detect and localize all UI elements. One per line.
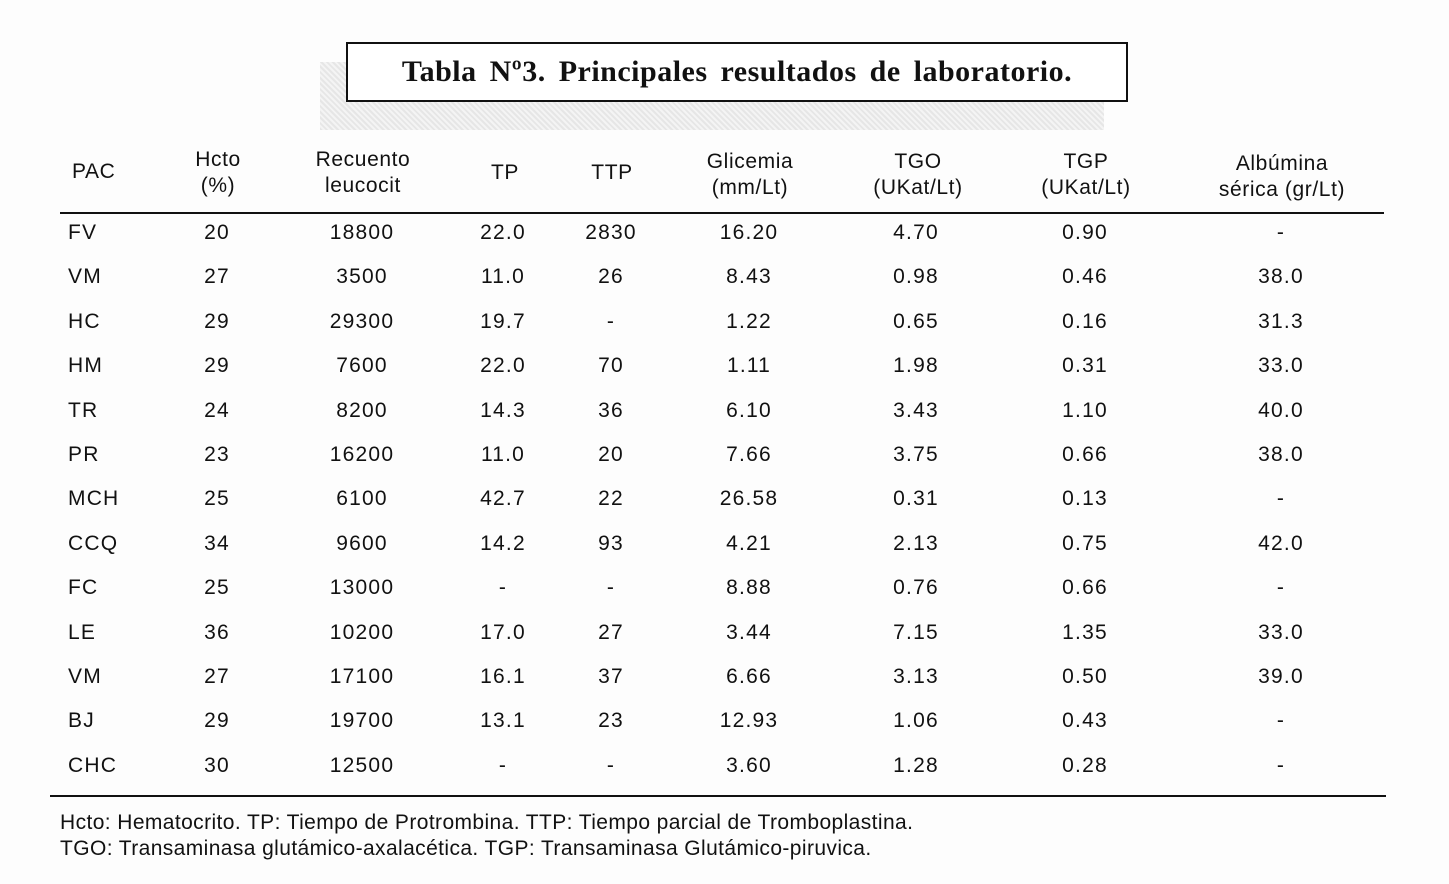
header-hcto-line1: Hcto: [195, 148, 241, 171]
cell-hcto: 30: [204, 753, 230, 777]
cell-tgp: 1.10: [1062, 398, 1108, 422]
cell-hcto: 29: [204, 709, 230, 733]
cell-albumina: 33.0: [1258, 354, 1304, 378]
cell-tgo: 0.98: [893, 265, 939, 289]
cell-hcto: 25: [204, 487, 230, 511]
cell-glicemia: 1.11: [726, 354, 772, 378]
cell-tgo: 0.65: [893, 309, 939, 333]
cell-hcto: 20: [204, 221, 230, 244]
header-tgo-line2: (UKat/Lt): [873, 176, 963, 199]
cell-tp: 22.0: [480, 221, 526, 244]
cell-glicemia: 8.88: [726, 576, 772, 600]
cell-pac: PR: [68, 443, 100, 466]
table-title: Tabla Nº3. Principales resultados de laboratorio.: [401, 55, 1073, 88]
cell-pac: TR: [68, 398, 99, 422]
header-albumina-line1: Albúmina: [1235, 152, 1329, 175]
cell-ttp: 37: [598, 665, 624, 688]
cell-recuento: 12500: [329, 753, 395, 777]
cell-pac: BJ: [68, 709, 95, 733]
footnote-2: TGO: Transaminasa glutámico-axalacética. TGP: Transaminasa Glutámico-piruvica.: [60, 837, 872, 860]
cell-pac: VM: [68, 265, 102, 289]
cell-ttp: 93: [598, 531, 624, 555]
cell-ttp: 70: [598, 354, 624, 378]
header-tgp-line1: TGP: [1063, 150, 1109, 173]
header-recuento-line1: Recuento: [315, 148, 411, 171]
cell-hcto: 29: [204, 309, 230, 333]
header-recuento-line2: leucocit: [324, 174, 401, 197]
cell-tgp: 0.31: [1062, 354, 1108, 378]
cell-ttp: 23: [598, 709, 624, 733]
cell-pac: FC: [68, 576, 99, 600]
cell-tp: -: [498, 753, 508, 777]
cell-albumina: 38.0: [1258, 265, 1304, 289]
cell-ttp: -: [606, 576, 616, 600]
cell-tgp: 1.35: [1062, 620, 1108, 644]
cell-ttp: 2830: [585, 221, 637, 244]
cell-recuento: 17100: [329, 665, 395, 688]
header-hcto-line2: (%): [200, 174, 236, 197]
cell-albumina: -: [1276, 576, 1286, 600]
cell-hcto: 25: [204, 576, 230, 600]
cell-pac: HM: [68, 354, 104, 378]
cell-ttp: -: [606, 309, 616, 333]
cell-recuento: 16200: [329, 443, 395, 466]
cell-tp: 11.0: [480, 443, 526, 466]
cell-hcto: 27: [204, 265, 230, 289]
cell-recuento: 29300: [329, 309, 395, 333]
cell-glicemia: 12.93: [719, 709, 779, 733]
cell-tgo: 4.70: [893, 221, 939, 244]
cell-tgp: 0.43: [1062, 709, 1108, 733]
cell-tp: -: [498, 576, 508, 600]
cell-glicemia: 1.22: [726, 309, 772, 333]
cell-albumina: 40.0: [1258, 398, 1304, 422]
cell-recuento: 7600: [336, 354, 388, 378]
cell-tp: 11.0: [480, 265, 526, 289]
cell-pac: HC: [68, 309, 101, 333]
header-albumina-line2: sérica (gr/Lt): [1218, 178, 1346, 201]
cell-ttp: 36: [598, 398, 624, 422]
cell-pac: LE: [68, 620, 97, 644]
cell-tp: 13.1: [480, 709, 526, 733]
cell-tgo: 1.28: [893, 753, 939, 777]
header-tgo: [848, 149, 988, 201]
cell-tgo: 7.15: [893, 620, 939, 644]
cell-glicemia: 4.21: [726, 531, 772, 555]
cell-recuento: 10200: [329, 620, 395, 644]
title-box: [346, 42, 1128, 102]
cell-albumina: -: [1276, 221, 1286, 244]
cell-tgp: 0.16: [1062, 309, 1108, 333]
cell-ttp: 22: [598, 487, 624, 511]
cell-tgp: 0.50: [1062, 665, 1108, 688]
header-tgo-line1: TGO: [894, 150, 942, 173]
cell-ttp: -: [606, 753, 616, 777]
cell-pac: MCH: [68, 487, 120, 511]
cell-ttp: 27: [598, 620, 624, 644]
cell-tgp: 0.13: [1062, 487, 1108, 511]
header-glicemia: [680, 149, 820, 201]
cell-tgo: 2.13: [893, 531, 939, 555]
cell-tp: 14.2: [480, 531, 526, 555]
cell-albumina: 42.0: [1258, 531, 1304, 555]
cell-tgp: 0.75: [1062, 531, 1108, 555]
bottom-rule: [50, 795, 1386, 797]
cell-recuento: 9600: [336, 531, 388, 555]
cell-tgp: 0.66: [1062, 576, 1108, 600]
cell-pac: CCQ: [68, 531, 119, 555]
header-pac: PAC: [72, 160, 116, 183]
header-recuento: [293, 147, 433, 199]
footnote-1: Hcto: Hematocrito. TP: Tiempo de Protrombina. TTP: Tiempo parcial de Tromboplastina.: [60, 811, 914, 834]
cell-pac: FV: [68, 221, 98, 244]
cell-pac: VM: [68, 665, 102, 688]
cell-albumina: 38.0: [1258, 443, 1304, 466]
cell-tgo: 0.31: [893, 487, 939, 511]
cell-ttp: 26: [598, 265, 624, 289]
header-tp: TP: [490, 161, 520, 184]
header-rule: [60, 212, 1384, 214]
cell-recuento: 8200: [336, 398, 388, 422]
cell-tgo: 0.76: [893, 576, 939, 600]
cell-tp: 22.0: [480, 354, 526, 378]
cell-ttp: 20: [598, 443, 624, 466]
cell-glicemia: 3.60: [726, 753, 772, 777]
cell-tp: 14.3: [480, 398, 526, 422]
cell-tp: 16.1: [480, 665, 526, 688]
cell-hcto: 36: [204, 620, 230, 644]
header-glicemia-line2: (mm/Lt): [711, 176, 789, 199]
cell-tgo: 3.43: [893, 398, 939, 422]
cell-albumina: -: [1276, 487, 1286, 511]
cell-glicemia: 16.20: [719, 221, 779, 244]
cell-albumina: 33.0: [1258, 620, 1304, 644]
cell-tp: 42.7: [480, 487, 526, 511]
cell-tp: 19.7: [480, 309, 526, 333]
cell-glicemia: 8.43: [726, 265, 772, 289]
cell-tgp: 0.28: [1062, 753, 1108, 777]
cell-pac: CHC: [68, 753, 118, 777]
header-albumina: [1190, 151, 1374, 203]
cell-tp: 17.0: [480, 620, 526, 644]
cell-glicemia: 3.44: [726, 620, 772, 644]
header-glicemia-line1: Glicemia: [706, 150, 794, 173]
cell-hcto: 27: [204, 665, 230, 688]
cell-albumina: 39.0: [1258, 665, 1304, 688]
cell-tgo: 1.98: [893, 354, 939, 378]
header-tgp-line2: (UKat/Lt): [1041, 176, 1131, 199]
cell-glicemia: 7.66: [726, 443, 772, 466]
cell-glicemia: 6.66: [726, 665, 772, 688]
cell-hcto: 34: [204, 531, 230, 555]
cell-albumina: -: [1276, 709, 1286, 733]
cell-tgp: 0.90: [1062, 221, 1108, 244]
cell-tgo: 3.13: [893, 665, 939, 688]
cell-tgp: 0.46: [1062, 265, 1108, 289]
cell-recuento: 6100: [336, 487, 388, 511]
cell-hcto: 23: [204, 443, 230, 466]
header-ttp: TTP: [591, 161, 633, 184]
cell-albumina: -: [1276, 753, 1286, 777]
header-tgp: [1016, 149, 1156, 201]
cell-albumina: 31.3: [1258, 309, 1304, 333]
cell-hcto: 24: [204, 398, 230, 422]
cell-glicemia: 6.10: [726, 398, 772, 422]
cell-recuento: 3500: [336, 265, 388, 289]
cell-tgp: 0.66: [1062, 443, 1108, 466]
cell-glicemia: 26.58: [719, 487, 779, 511]
cell-recuento: 18800: [329, 221, 395, 244]
cell-recuento: 19700: [329, 709, 395, 733]
cell-tgo: 3.75: [893, 443, 939, 466]
cell-recuento: 13000: [329, 576, 395, 600]
cell-tgo: 1.06: [893, 709, 939, 733]
header-hcto: [168, 147, 268, 199]
cell-hcto: 29: [204, 354, 230, 378]
